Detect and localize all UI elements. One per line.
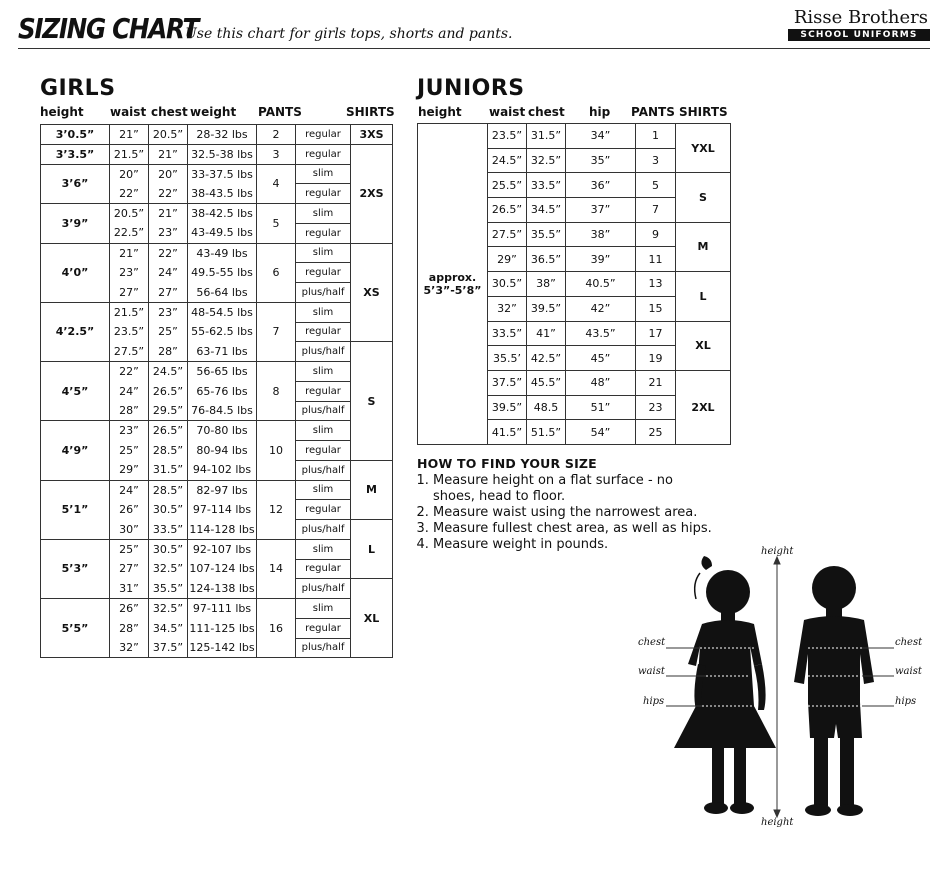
juniors-chest-cell: 32.5” [527,148,566,173]
child-silhouettes-illustration [630,540,930,840]
girls-fit-cell: slim [296,480,351,500]
girls-weight-cell: 114-128 lbs [188,520,257,540]
girls-col-height: height [40,105,84,119]
girls-chest-cell: 28” [149,342,188,362]
girls-waist-cell: 28” [110,401,149,421]
girls-pants-size-cell: 7 [257,302,296,361]
girls-pants-size-cell: 12 [257,480,296,539]
girls-chest-cell: 27” [149,283,188,303]
how-to-title: HOW TO FIND YOUR SIZE [417,456,597,471]
juniors-chest-cell: 41” [527,321,566,346]
chest-label-left: chest [638,637,666,648]
girls-fit-cell: regular [296,144,351,164]
girls-fit-cell: slim [296,362,351,382]
how-to-step: 4. Measure weight in pounds. [433,537,717,553]
juniors-chest-cell: 33.5” [527,173,566,198]
juniors-hip-cell: 42” [566,296,636,321]
juniors-chest-cell: 34.5” [527,198,566,223]
juniors-waist-cell: 26.5” [488,198,527,223]
juniors-waist-cell: 25.5” [488,173,527,198]
girls-waist-cell: 20.5” [110,204,149,224]
how-to-step: 2. Measure waist using the narrowest area. [433,505,717,521]
girls-height-cell: 4’0” [41,243,110,302]
girls-shirt-size-cell: XL [351,579,393,658]
girls-weight-cell: 65-76 lbs [188,381,257,401]
girls-column-headers [40,105,395,121]
girls-weight-cell: 97-114 lbs [188,500,257,520]
juniors-chest-cell: 42.5” [527,346,566,371]
height-label-top: height [761,546,794,557]
girls-chest-cell: 30.5” [149,500,188,520]
girls-weight-cell: 38-43.5 lbs [188,184,257,204]
girls-height-cell: 3’0.5” [41,125,110,145]
girls-fit-cell: regular [296,125,351,145]
girls-waist-cell: 27” [110,559,149,579]
girls-pants-size-cell: 3 [257,144,296,164]
table-row [41,144,393,164]
girls-chest-cell: 22” [149,243,188,263]
juniors-col-shirts: SHIRTS [679,105,728,119]
girls-fit-cell: slim [296,243,351,263]
girls-waist-cell: 22” [110,362,149,382]
girls-waist-cell: 31” [110,579,149,599]
girls-weight-cell: 63-71 lbs [188,342,257,362]
girls-weight-cell: 48-54.5 lbs [188,302,257,322]
brand-logo-name: Risse Brothers [793,7,928,28]
juniors-shirt-size-cell: M [676,222,731,271]
table-row [41,243,393,263]
juniors-pants-size-cell: 21 [636,370,676,395]
girls-shirt-size-cell: 2XS [351,144,393,243]
juniors-hip-cell: 35” [566,148,636,173]
girls-weight-cell: 38-42.5 lbs [188,204,257,224]
juniors-section-title: JUNIORS [417,76,525,101]
juniors-chest-cell: 38” [527,272,566,297]
girls-waist-cell: 28” [110,618,149,638]
juniors-hip-cell: 36” [566,173,636,198]
girls-chest-cell: 20” [149,164,188,184]
girls-chest-cell: 22” [149,184,188,204]
girls-fit-cell: plus/half [296,342,351,362]
girls-pants-size-cell: 4 [257,164,296,204]
girls-weight-cell: 43-49 lbs [188,243,257,263]
girls-col-weight: weight [190,105,237,119]
hips-label-left: hips [643,696,665,707]
girls-waist-cell: 24” [110,381,149,401]
juniors-pants-size-cell: 5 [636,173,676,198]
girls-chest-cell: 31.5” [149,460,188,480]
girls-shirt-size-cell: 3XS [351,125,393,145]
juniors-hip-cell: 37” [566,198,636,223]
girls-fit-cell: slim [296,539,351,559]
girls-chest-cell: 32.5” [149,599,188,619]
girls-pants-size-cell: 8 [257,362,296,421]
juniors-shirt-size-cell: XL [676,321,731,370]
girls-waist-cell: 23” [110,263,149,283]
juniors-height-cell: approx. 5’3”-5’8” [418,124,488,445]
girls-chest-cell: 28.5” [149,441,188,461]
height-arrow [774,557,780,817]
girls-chest-cell: 26.5” [149,421,188,441]
girls-weight-cell: 94-102 lbs [188,460,257,480]
girls-fit-cell: regular [296,223,351,243]
girls-waist-cell: 25” [110,539,149,559]
girls-chest-cell: 28.5” [149,480,188,500]
girls-weight-cell: 82-97 lbs [188,480,257,500]
girls-chest-cell: 32.5” [149,559,188,579]
girls-chest-cell: 20.5” [149,125,188,145]
girls-col-chest: chest [151,105,188,119]
girls-fit-cell: regular [296,618,351,638]
page-title: SIZING CHART [18,12,198,45]
girls-weight-cell: 43-49.5 lbs [188,223,257,243]
girls-weight-cell: 107-124 lbs [188,559,257,579]
girls-fit-cell: plus/half [296,638,351,658]
girls-fit-cell: plus/half [296,460,351,480]
juniors-chest-cell: 48.5 [527,395,566,420]
girls-fit-cell: plus/half [296,520,351,540]
juniors-pants-size-cell: 19 [636,346,676,371]
girls-col-waist: waist [110,105,147,119]
girls-height-cell: 4’9” [41,421,110,480]
boy-silhouette [794,566,874,816]
table-row [41,164,393,184]
juniors-col-height: height [418,105,462,119]
juniors-hip-cell: 34” [566,124,636,149]
girls-height-cell: 5’1” [41,480,110,539]
juniors-pants-size-cell: 7 [636,198,676,223]
girls-fit-cell: slim [296,421,351,441]
girls-fit-cell: regular [296,184,351,204]
girls-waist-cell: 30” [110,520,149,540]
girls-chest-cell: 33.5” [149,520,188,540]
girls-shirt-size-cell: L [351,520,393,579]
girls-waist-cell: 32” [110,638,149,658]
girls-height-cell: 3’3.5” [41,144,110,164]
girls-pants-size-cell: 14 [257,539,296,598]
girls-fit-cell: regular [296,441,351,461]
girls-weight-cell: 92-107 lbs [188,539,257,559]
juniors-chest-cell: 45.5” [527,370,566,395]
girls-height-cell: 3’6” [41,164,110,204]
juniors-waist-cell: 33.5” [488,321,527,346]
juniors-waist-cell: 41.5” [488,420,527,445]
table-row [418,124,731,149]
table-row [41,204,393,224]
how-to-step: 3. Measure fullest chest area, as well as hips. [433,521,717,537]
juniors-shirt-size-cell: L [676,272,731,321]
girls-fit-cell: plus/half [296,283,351,303]
girls-waist-cell: 26” [110,500,149,520]
juniors-hip-cell: 51” [566,395,636,420]
juniors-hip-cell: 38” [566,222,636,247]
girls-fit-cell: slim [296,599,351,619]
girls-weight-cell: 76-84.5 lbs [188,401,257,421]
girls-weight-cell: 80-94 lbs [188,441,257,461]
girls-fit-cell: slim [296,302,351,322]
page-subtitle: Use this chart for girls tops, shorts and pants. [185,26,513,42]
girls-pants-size-cell: 6 [257,243,296,302]
girls-fit-cell: plus/half [296,401,351,421]
juniors-pants-size-cell: 9 [636,222,676,247]
girls-waist-cell: 25” [110,441,149,461]
girls-weight-cell: 33-37.5 lbs [188,164,257,184]
juniors-hip-cell: 54” [566,420,636,445]
table-row [41,480,393,500]
girls-fit-cell: plus/half [296,579,351,599]
table-row [41,539,393,559]
girls-weight-cell: 125-142 lbs [188,638,257,658]
girls-height-cell: 4’5” [41,362,110,421]
juniors-chest-cell: 31.5” [527,124,566,149]
girls-chest-cell: 21” [149,144,188,164]
juniors-chest-cell: 36.5” [527,247,566,272]
girls-waist-cell: 23.5” [110,322,149,342]
girls-waist-cell: 21.5” [110,302,149,322]
girls-waist-cell: 21” [110,125,149,145]
juniors-hip-cell: 48” [566,370,636,395]
girls-weight-cell: 28-32 lbs [188,125,257,145]
hips-label-right: hips [895,696,917,707]
girls-chest-cell: 24.5” [149,362,188,382]
girls-chest-cell: 23” [149,223,188,243]
girls-shirt-size-cell: S [351,342,393,461]
juniors-waist-cell: 23.5” [488,124,527,149]
girls-chest-cell: 34.5” [149,618,188,638]
girls-waist-cell: 21” [110,243,149,263]
girls-height-cell: 5’3” [41,539,110,598]
girls-chest-cell: 29.5” [149,401,188,421]
girls-fit-cell: regular [296,263,351,283]
table-row [41,302,393,322]
table-row [41,362,393,382]
girls-pants-size-cell: 2 [257,125,296,145]
juniors-waist-cell: 39.5” [488,395,527,420]
girls-pants-size-cell: 16 [257,599,296,658]
juniors-shirt-size-cell: YXL [676,124,731,173]
how-to-step: 1. Measure height on a flat surface - no shoes, head to floor. [433,473,717,505]
girls-height-cell: 4’2.5” [41,302,110,361]
table-row [41,599,393,619]
girls-waist-cell: 24” [110,480,149,500]
girls-col-shirts: SHIRTS [346,105,395,119]
girls-chest-cell: 24” [149,263,188,283]
girls-waist-cell: 23” [110,421,149,441]
girls-chest-cell: 26.5” [149,381,188,401]
waist-label-right: waist [895,666,922,677]
header-divider [18,48,930,49]
girls-chest-cell: 35.5” [149,579,188,599]
juniors-hip-cell: 39” [566,247,636,272]
waist-label-left: waist [638,666,665,677]
juniors-waist-cell: 27.5” [488,222,527,247]
juniors-waist-cell: 37.5” [488,370,527,395]
brand-logo-tagline: SCHOOL UNIFORMS [788,29,930,41]
girls-fit-cell: slim [296,164,351,184]
girls-col-pants: PANTS [258,105,302,119]
girls-shirt-size-cell: XS [351,243,393,342]
juniors-col-chest: chest [528,105,565,119]
table-row [41,421,393,441]
chest-label-right: chest [895,637,923,648]
girls-shirt-size-cell: M [351,460,393,519]
girls-fit-cell: regular [296,322,351,342]
juniors-pants-size-cell: 13 [636,272,676,297]
juniors-waist-cell: 30.5” [488,272,527,297]
juniors-waist-cell: 35.5’ [488,346,527,371]
juniors-column-headers [417,105,730,121]
girls-weight-cell: 55-62.5 lbs [188,322,257,342]
girls-weight-cell: 56-65 lbs [188,362,257,382]
girls-weight-cell: 49.5-55 lbs [188,263,257,283]
girls-pants-size-cell: 10 [257,421,296,480]
juniors-chest-cell: 51.5” [527,420,566,445]
girls-waist-cell: 22.5” [110,223,149,243]
height-label-bottom: height [761,817,794,828]
juniors-shirt-size-cell: S [676,173,731,222]
juniors-waist-cell: 24.5” [488,148,527,173]
juniors-pants-size-cell: 3 [636,148,676,173]
girl-silhouette [674,556,776,814]
juniors-pants-size-cell: 23 [636,395,676,420]
girls-fit-cell: regular [296,500,351,520]
juniors-shirt-size-cell: 2XL [676,370,731,444]
juniors-pants-size-cell: 25 [636,420,676,445]
measurement-figure [630,540,930,840]
juniors-size-table [417,123,731,445]
girls-weight-cell: 124-138 lbs [188,579,257,599]
girls-weight-cell: 111-125 lbs [188,618,257,638]
girls-weight-cell: 56-64 lbs [188,283,257,303]
juniors-waist-cell: 29” [488,247,527,272]
girls-pants-size-cell: 5 [257,204,296,244]
juniors-pants-size-cell: 17 [636,321,676,346]
girls-chest-cell: 21” [149,204,188,224]
girls-waist-cell: 27.5” [110,342,149,362]
girls-waist-cell: 29” [110,460,149,480]
girls-chest-cell: 25” [149,322,188,342]
juniors-hip-cell: 45” [566,346,636,371]
girls-section-title: GIRLS [40,76,116,101]
juniors-waist-cell: 32” [488,296,527,321]
juniors-chest-cell: 39.5” [527,296,566,321]
girls-waist-cell: 26” [110,599,149,619]
girls-height-cell: 5’5” [41,599,110,658]
juniors-col-pants: PANTS [631,105,675,119]
juniors-hip-cell: 40.5” [566,272,636,297]
juniors-pants-size-cell: 1 [636,124,676,149]
girls-fit-cell: regular [296,559,351,579]
girls-weight-cell: 70-80 lbs [188,421,257,441]
juniors-pants-size-cell: 15 [636,296,676,321]
girls-chest-cell: 23” [149,302,188,322]
juniors-hip-cell: 43.5” [566,321,636,346]
girls-waist-cell: 20” [110,164,149,184]
girls-waist-cell: 27” [110,283,149,303]
juniors-col-waist: waist [489,105,526,119]
girls-size-table [40,124,393,658]
girls-chest-cell: 30.5” [149,539,188,559]
how-to-find-size [417,456,717,553]
girls-waist-cell: 22” [110,184,149,204]
girls-height-cell: 3’9” [41,204,110,244]
juniors-chest-cell: 35.5” [527,222,566,247]
girls-chest-cell: 37.5” [149,638,188,658]
girls-weight-cell: 97-111 lbs [188,599,257,619]
table-row [41,125,393,145]
girls-waist-cell: 21.5” [110,144,149,164]
juniors-pants-size-cell: 11 [636,247,676,272]
girls-fit-cell: slim [296,204,351,224]
juniors-col-hip: hip [589,105,611,119]
girls-weight-cell: 32.5-38 lbs [188,144,257,164]
girls-fit-cell: regular [296,381,351,401]
